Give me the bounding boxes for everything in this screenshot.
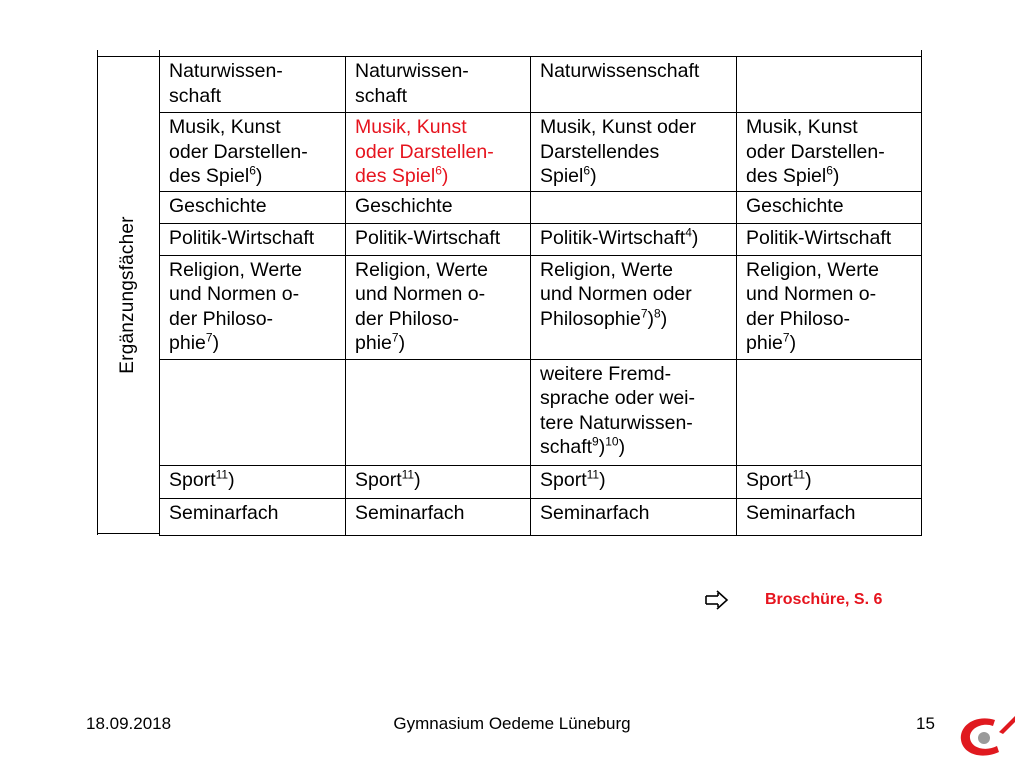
- footnote-marker: 6: [826, 163, 833, 178]
- footnote-marker: 7: [391, 330, 399, 345]
- table-row: [160, 113, 922, 192]
- footer-date: 18.09.2018: [86, 714, 172, 733]
- cell-text: Naturwissen- schaft: [169, 60, 283, 107]
- footnote-marker: 7: [640, 306, 648, 320]
- table-cell: [160, 359, 346, 465]
- table-cell: [531, 223, 737, 255]
- cell-text: Seminarfach: [169, 501, 279, 524]
- table-cell: [737, 359, 922, 465]
- cell-text: Seminarfach: [746, 501, 856, 524]
- cell-text: Sport: [169, 468, 216, 491]
- table-cell: [737, 223, 922, 255]
- brochure-reference-text: Broschüre, S. 6: [765, 591, 883, 608]
- table-cell: [346, 498, 531, 535]
- table-cell: [160, 498, 346, 535]
- hollow-right-arrow-icon: [705, 590, 729, 610]
- table-cell: [531, 57, 737, 113]
- cell-text: Naturwissenschaft: [540, 60, 700, 82]
- footer-school-name: Gymnasium Oedeme Lüneburg: [393, 714, 631, 733]
- footnote-paren: ): [599, 468, 606, 491]
- table-cell: [737, 57, 922, 113]
- category-label: Ergänzungsfächer: [117, 216, 138, 374]
- cell-text: Geschichte: [746, 194, 844, 217]
- footnote-marker: 11: [401, 467, 415, 481]
- table-cell: [346, 113, 531, 192]
- table-cell: [346, 255, 531, 359]
- footnote-marker: 10: [605, 434, 619, 449]
- cell-text: Politik-Wirtschaft: [746, 226, 892, 249]
- cell-text: Politik-Wirtschaft: [540, 226, 686, 249]
- table-cell: [160, 191, 346, 223]
- cell-text: Musik, Kunst oder Darstellendes Spiel: [540, 116, 697, 187]
- footnote-paren: ): [789, 332, 797, 354]
- footnote-paren: ): [691, 226, 699, 249]
- footnote-paren: ): [805, 468, 812, 491]
- table-cell: [737, 255, 922, 359]
- footnote-marker: 11: [215, 467, 229, 481]
- footer-page-number: 15: [916, 714, 935, 733]
- footnote-paren: ): [618, 436, 626, 458]
- footnote-marker: 11: [586, 467, 600, 481]
- table-cell: [160, 465, 346, 498]
- cell-text: Religion, Werte und Normen o- der Philoso- phie: [746, 258, 879, 354]
- table-cell: [531, 498, 737, 535]
- table-cell: [737, 191, 922, 223]
- table-cell: [346, 465, 531, 498]
- cell-text: Musik, Kunst oder Darstellen- des Spiel: [169, 116, 308, 187]
- category-column: [97, 56, 159, 534]
- table-cell: [346, 191, 531, 223]
- cell-text: Religion, Werte und Normen oder Philosophie: [540, 258, 692, 330]
- table-cell: [160, 113, 346, 192]
- footnote-marker: 7: [205, 330, 213, 345]
- table-cell: [737, 113, 922, 192]
- footnote-paren: ): [398, 332, 406, 354]
- table-cell: [531, 359, 737, 465]
- table-cell: [346, 57, 531, 113]
- footnote-marker: 6: [435, 163, 442, 178]
- footnote-paren: ): [660, 307, 668, 330]
- cell-text: Sport: [355, 468, 402, 491]
- footnote-marker: 9: [592, 434, 599, 449]
- table-row: [160, 498, 922, 535]
- footnote-paren: ): [598, 436, 606, 458]
- cell-text: Religion, Werte und Normen o- der Philoso- phie: [355, 258, 488, 354]
- subjects-table: [159, 56, 922, 536]
- footnote-marker: 6: [249, 163, 256, 178]
- footnote-paren: ): [414, 468, 421, 491]
- footnote-paren: ): [228, 468, 235, 491]
- cell-text: Geschichte: [169, 194, 267, 217]
- cell-text: Seminarfach: [355, 501, 465, 524]
- cell-text: Musik, Kunst oder Darstellen- des Spiel: [355, 116, 494, 187]
- table-cell: [160, 223, 346, 255]
- table-row: [160, 255, 922, 359]
- cell-text: Sport: [540, 468, 587, 491]
- school-logo: [955, 710, 1017, 762]
- cell-text: weitere Fremd- sprache oder wei- tere Naturwissen- schaft: [540, 362, 695, 458]
- cell-text: Musik, Kunst oder Darstellen- des Spiel: [746, 116, 885, 187]
- table-row: [160, 359, 922, 465]
- cell-text: Politik-Wirtschaft: [169, 226, 315, 249]
- footnote-paren: ): [590, 165, 597, 187]
- footnote-marker: 8: [654, 306, 661, 320]
- cell-text: Sport: [746, 468, 793, 491]
- footnote-paren: ): [212, 332, 220, 354]
- footnote-paren: ): [255, 165, 263, 187]
- cell-text: Geschichte: [355, 194, 453, 217]
- table-cell: [531, 255, 737, 359]
- cell-text: Seminarfach: [540, 501, 650, 524]
- footnote-marker: 7: [782, 330, 790, 345]
- footnote-marker: 4: [685, 225, 692, 239]
- table-cell: [531, 465, 737, 498]
- footnote-paren: ): [647, 307, 655, 330]
- cell-text: Naturwissen- schaft: [355, 60, 469, 107]
- footnote-paren: ): [441, 165, 449, 187]
- table-cell: [531, 113, 737, 192]
- table-row: [160, 57, 922, 113]
- footnote-marker: 11: [792, 467, 806, 481]
- cell-text: Politik-Wirtschaft: [355, 226, 501, 249]
- table-cell: [346, 359, 531, 465]
- table-cell: [737, 465, 922, 498]
- footnote-marker: 6: [583, 163, 591, 178]
- table-row: [160, 223, 922, 255]
- table-cell: [160, 255, 346, 359]
- cell-text: Religion, Werte und Normen o- der Philoso- phie: [169, 258, 302, 354]
- table-cell: [531, 191, 737, 223]
- table-cell: [160, 57, 346, 113]
- table-cell: [346, 223, 531, 255]
- table-cell: [737, 498, 922, 535]
- brochure-reference: [705, 585, 935, 615]
- footnote-paren: ): [832, 165, 840, 187]
- table-row: [160, 191, 922, 223]
- table-row: [160, 465, 922, 498]
